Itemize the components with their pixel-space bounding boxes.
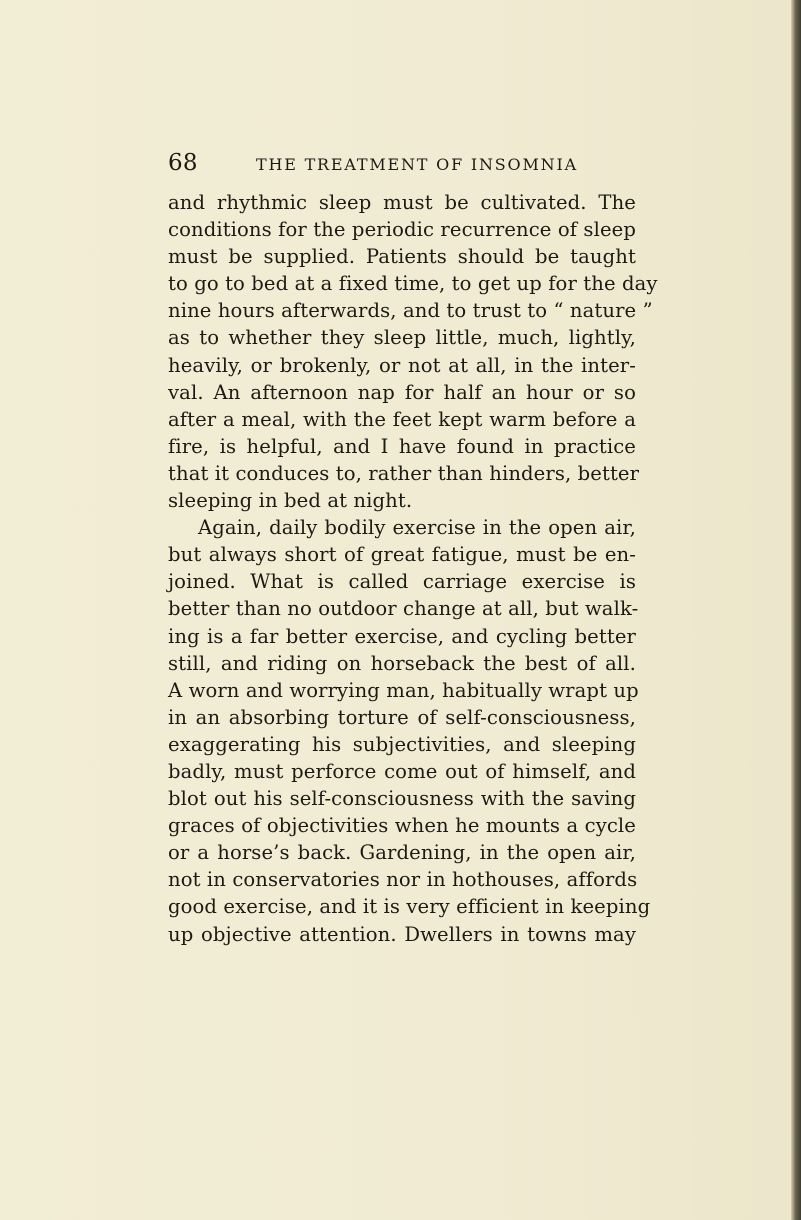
text-line: that it conduces to, rather than hinders, better [168, 461, 640, 485]
text-line: in an absorbing torture of self-consciousness, [168, 705, 636, 729]
text-line: as to whether they sleep little, much, lightly, [168, 326, 636, 350]
page-edge-shadow [791, 0, 801, 1220]
text-line: or a horse’s back. Gardening, in the open air, [168, 841, 636, 865]
text-line: joined. What is called carriage exercise is [168, 570, 636, 594]
text-line: graces of objectivities when he mounts a cycle [168, 814, 636, 838]
text-line: up objective attention. Dwellers in towns may [168, 922, 636, 946]
text-line: conditions for the periodic recurrence of sleep [168, 218, 636, 242]
page-number: 68 [168, 150, 198, 176]
text-line: badly, must perforce come out of himself, and [168, 759, 636, 783]
text-line: blot out his self-consciousness with the saving [168, 787, 636, 811]
text-line: ing is a far better exercise, and cycling better [168, 624, 636, 648]
text-line: not in conservatories nor in hothouses, affords [168, 868, 638, 892]
running-head [168, 148, 638, 178]
text-line: good exercise, and it is very efficient in keeping [168, 895, 651, 919]
text-line: exaggerating his subjectivities, and sleeping [168, 732, 636, 756]
text-line: heavily, or brokenly, or not at all, in the inter- [168, 353, 636, 377]
paragraph-end-line: sleeping in bed at night. [168, 489, 413, 513]
text-line: better than no outdoor change at all, but walk- [168, 597, 639, 621]
text-line: to go to bed at a fixed time, to get up for the day [168, 272, 658, 296]
paragraph-first-line: Again, daily bodily exercise in the open air, [198, 516, 636, 540]
body-text [168, 189, 658, 948]
running-title: THE TREATMENT OF INSOMNIA [256, 155, 578, 174]
text-line: and rhythmic sleep must be cultivated. The [168, 191, 636, 214]
text-line: must be supplied. Patients should be taught [168, 245, 636, 269]
text-line: A worn and worrying man, habitually wrapt up [168, 678, 639, 702]
text-line: fire, is helpful, and I have found in practice [168, 434, 636, 458]
text-line: still, and riding on horseback the best of all. [168, 651, 636, 675]
text-line: val. An afternoon nap for half an hour or so [168, 380, 636, 404]
text-line: nine hours afterwards, and to trust to “ nature ” [168, 299, 653, 323]
text-line: but always short of great fatigue, must be en- [168, 543, 636, 567]
text-line: after a meal, with the feet kept warm before a [168, 407, 636, 431]
